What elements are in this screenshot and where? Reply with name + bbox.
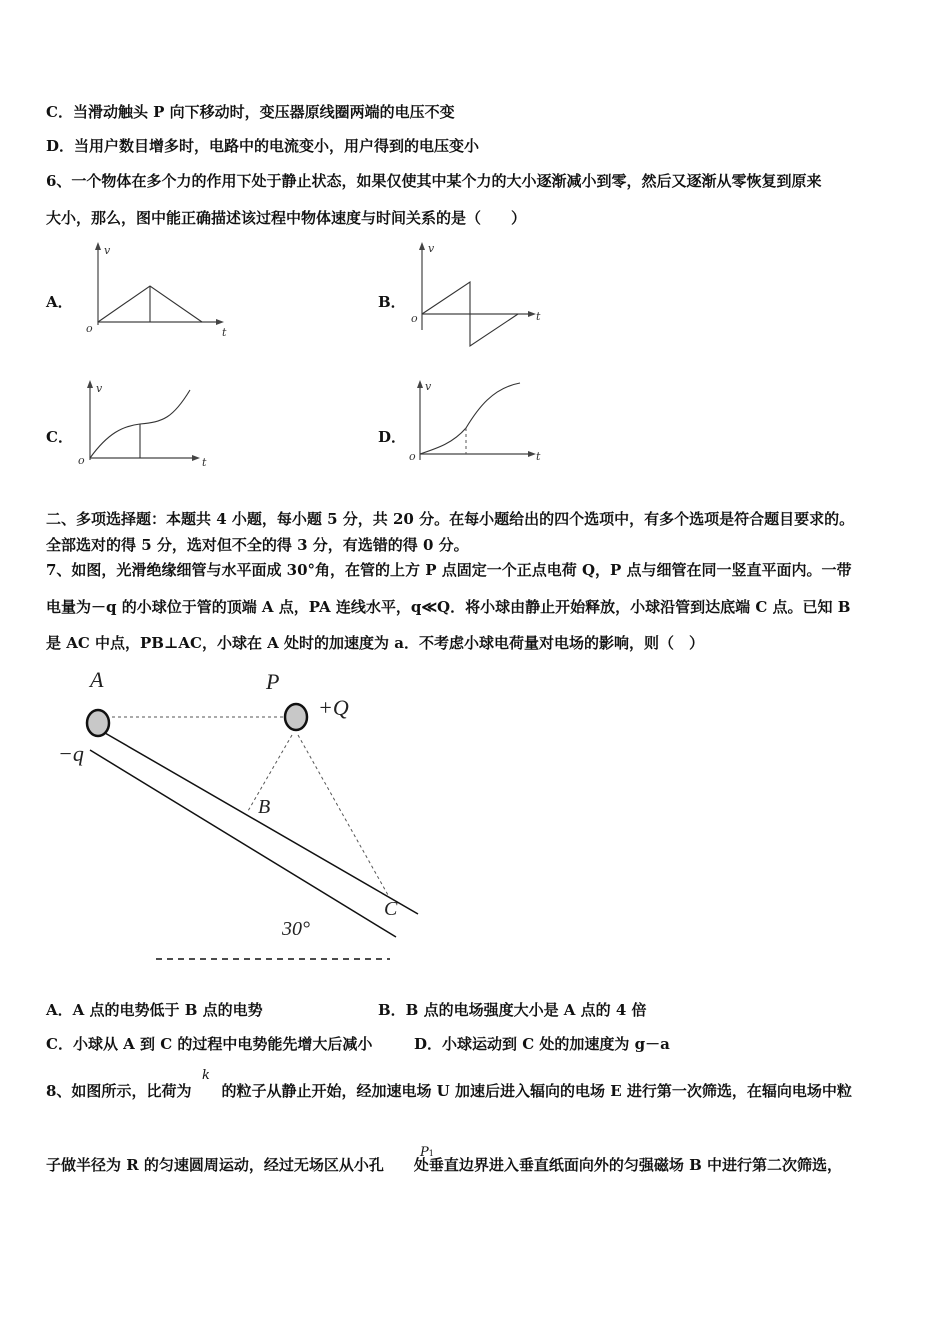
q7-stem-line2: 电量为－q 的小球位于管的顶端 A 点，PA 连线水平，q≪Q．将小球由静止开始释放，小球沿管到达底端 C 点。已知 B — [46, 598, 851, 616]
tube-lower-wall — [90, 750, 396, 937]
origin-label: o — [86, 322, 93, 335]
q5-option-c: C．当滑动触头 P 向下移动时，变压器原线圈两端的电压不变 — [46, 103, 455, 121]
q8-line1: 8、如图所示，比荷为 的粒子从静止开始，经加速电场 U 加速后进入辐向的电场 E 进行第一次筛选，在辐向电场中粒 — [46, 1082, 852, 1100]
label-plus-q: +Q — [318, 695, 349, 720]
label-minus-q: −q — [58, 741, 84, 766]
q7-option-c: C．小球从 A 到 C 的过程中电势能先增大后减小 — [46, 1035, 373, 1053]
origin-label: o — [78, 454, 85, 467]
q6-graph-d — [408, 378, 558, 478]
q6-graph-c — [78, 378, 228, 478]
q7-stem-line3: 是 AC 中点，PB⊥AC，小球在 A 处时的加速度为 a．不考虑小球电荷量对电场的影响，则（ ） — [46, 634, 704, 652]
v-axis-arrow-icon — [419, 242, 425, 250]
t-axis-arrow-icon — [192, 455, 200, 461]
v-axis-arrow-icon — [417, 380, 423, 388]
tube-upper-wall — [105, 733, 418, 914]
q6-label-d: D． — [378, 428, 407, 446]
v-axis-arrow-icon — [87, 380, 93, 388]
label-p: P — [266, 669, 280, 694]
q7-figure — [50, 665, 450, 975]
v-label: v — [428, 242, 435, 255]
t-axis-arrow-icon — [528, 311, 536, 317]
q6-graph-a — [80, 240, 230, 340]
t-axis-arrow-icon — [528, 451, 536, 457]
q6-label-c: C． — [46, 428, 73, 446]
t-label: t — [536, 450, 541, 463]
t-label: t — [222, 326, 227, 339]
label-angle: 30° — [282, 918, 310, 940]
q7-stem-line1: 7、如图，光滑绝缘细管与水平面成 30°角，在管的上方 P 点固定一个正点电荷 Q，P 点与细管在同一竖直平面内。一带 — [46, 561, 852, 579]
q7-option-a: A．A 点的电势低于 B 点的电势 — [46, 1001, 263, 1019]
q6-stem-line1: 6、一个物体在多个力的作用下处于静止状态，如果仅使其中某个力的大小逐渐减小到零，然后又逐渐从零恢复到原来 — [46, 172, 822, 190]
label-b: B — [258, 796, 271, 818]
q6-stem-line2: 大小，那么，图中能正确描述该过程中物体速度与时间关系的是（ ） — [46, 209, 527, 227]
q7-option-b: B．B 点的电场强度大小是 A 点的 4 倍 — [378, 1001, 647, 1019]
q6-label-b: B． — [378, 293, 406, 311]
label-c: C — [384, 898, 398, 920]
q8-line2: 子做半径为 R 的匀速圆周运动，经过无场区从小孔 处垂直边界进入垂直纸面向外的匀强磁场 B 中进行第二次筛选， — [46, 1156, 843, 1174]
label-a: A — [90, 667, 104, 692]
v-label: v — [96, 382, 103, 395]
ball-a-icon — [87, 710, 109, 736]
v-label: v — [104, 244, 111, 257]
q7-option-d: D．小球运动到 C 处的加速度为 g－a — [414, 1035, 670, 1053]
velocity-curve — [420, 383, 520, 454]
section2-line1: 二、多项选择题：本题共 4 小题，每小题 5 分，共 20 分。在每小题给出的四个选项中，有多个选项是符合题目要求的。 — [46, 510, 855, 528]
section2-line2: 全部选对的得 5 分，选对但不全的得 3 分，有选错的得 0 分。 — [46, 536, 469, 554]
q8-p1-subscript: 1 — [428, 1149, 434, 1158]
q8-p1-symbol — [420, 1145, 434, 1160]
q8-k-symbol: k — [202, 1068, 210, 1083]
v-label: v — [425, 380, 432, 393]
t-label: t — [536, 310, 541, 323]
t-label: t — [202, 456, 207, 469]
q6-label-a: A． — [46, 293, 73, 311]
q8-p1-letter: P — [420, 1145, 429, 1160]
v-axis-arrow-icon — [95, 242, 101, 250]
q6-graph-b — [408, 240, 558, 340]
t-axis-arrow-icon — [216, 319, 224, 325]
origin-label: o — [409, 450, 416, 463]
q5-option-d: D．当用户数目增多时，电路中的电流变小，用户得到的电压变小 — [46, 137, 480, 155]
origin-label: o — [411, 312, 418, 325]
charge-p-icon — [285, 704, 307, 730]
